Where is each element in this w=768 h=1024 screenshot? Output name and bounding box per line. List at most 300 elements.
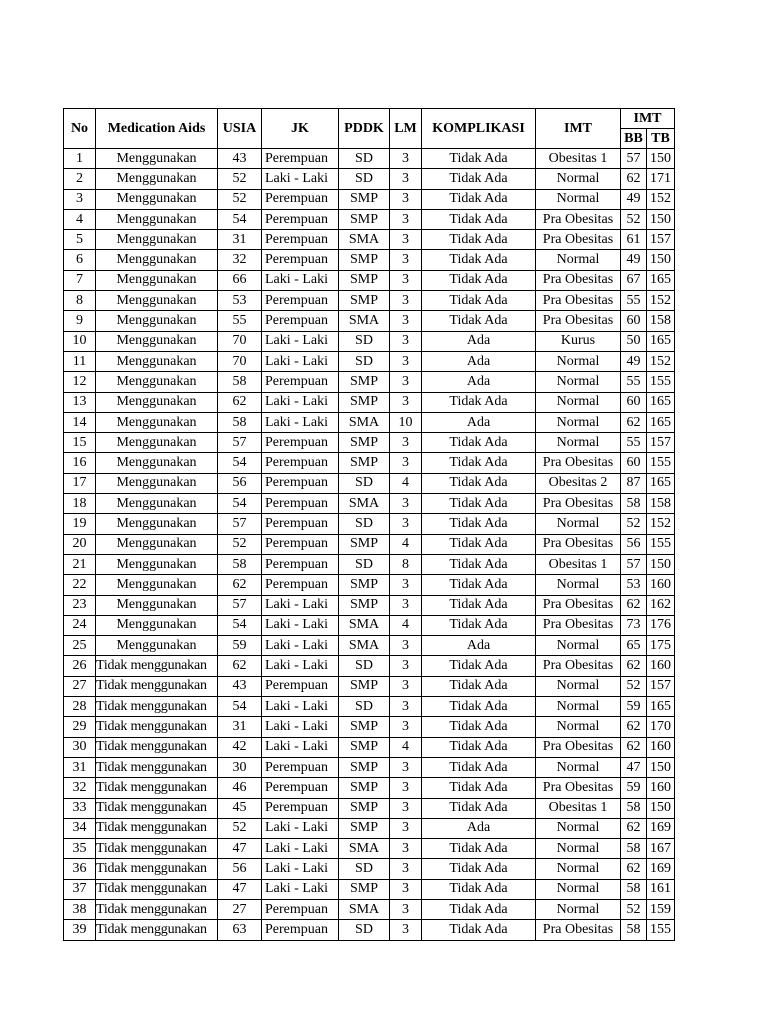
cell-pddk: SMA (339, 839, 390, 859)
table-row (64, 149, 675, 169)
table-row (64, 717, 675, 737)
table-row (64, 230, 675, 250)
cell-usia: 57 (218, 433, 262, 453)
cell-imt: Normal (536, 433, 621, 453)
cell-no: 17 (64, 473, 96, 493)
cell-komplikasi: Tidak Ada (422, 169, 536, 189)
cell-jk: Laki - Laki (262, 169, 339, 189)
cell-komplikasi: Tidak Ada (422, 392, 536, 412)
cell-no: 2 (64, 169, 96, 189)
cell-no: 18 (64, 494, 96, 514)
cell-imt: Normal (536, 697, 621, 717)
cell-pddk: SMP (339, 534, 390, 554)
cell-lm: 3 (390, 514, 422, 534)
cell-bb: 59 (621, 697, 647, 717)
cell-jk: Laki - Laki (262, 412, 339, 432)
cell-jk: Laki - Laki (262, 839, 339, 859)
cell-tb: 160 (647, 737, 675, 757)
cell-lm: 3 (390, 595, 422, 615)
cell-komplikasi: Tidak Ada (422, 757, 536, 777)
cell-usia: 63 (218, 920, 262, 940)
table-row (64, 859, 675, 879)
cell-bb: 55 (621, 433, 647, 453)
cell-usia: 54 (218, 453, 262, 473)
cell-medication-aids: Tidak menggunakan (96, 899, 218, 919)
cell-imt: Normal (536, 189, 621, 209)
cell-medication-aids: Tidak menggunakan (96, 818, 218, 838)
cell-imt: Pra Obesitas (536, 615, 621, 635)
cell-bb: 62 (621, 859, 647, 879)
table-row (64, 737, 675, 757)
cell-komplikasi: Tidak Ada (422, 189, 536, 209)
cell-no: 30 (64, 737, 96, 757)
cell-usia: 62 (218, 656, 262, 676)
cell-usia: 62 (218, 575, 262, 595)
cell-lm: 3 (390, 331, 422, 351)
cell-komplikasi: Tidak Ada (422, 920, 536, 940)
cell-medication-aids: Tidak menggunakan (96, 737, 218, 757)
cell-medication-aids: Tidak menggunakan (96, 656, 218, 676)
cell-jk: Perempuan (262, 230, 339, 250)
cell-tb: 150 (647, 250, 675, 270)
cell-medication-aids: Menggunakan (96, 575, 218, 595)
cell-usia: 30 (218, 757, 262, 777)
cell-bb: 47 (621, 757, 647, 777)
cell-komplikasi: Tidak Ada (422, 453, 536, 473)
cell-lm: 3 (390, 169, 422, 189)
cell-komplikasi: Tidak Ada (422, 839, 536, 859)
cell-no: 20 (64, 534, 96, 554)
cell-bb: 58 (621, 920, 647, 940)
cell-lm: 4 (390, 473, 422, 493)
cell-pddk: SD (339, 514, 390, 534)
cell-imt: Pra Obesitas (536, 453, 621, 473)
cell-tb: 157 (647, 230, 675, 250)
table-row (64, 899, 675, 919)
cell-usia: 53 (218, 291, 262, 311)
cell-pddk: SMP (339, 189, 390, 209)
cell-medication-aids: Tidak menggunakan (96, 920, 218, 940)
cell-jk: Laki - Laki (262, 717, 339, 737)
cell-medication-aids: Menggunakan (96, 392, 218, 412)
cell-bb: 65 (621, 636, 647, 656)
cell-bb: 62 (621, 169, 647, 189)
cell-tb: 167 (647, 839, 675, 859)
cell-no: 24 (64, 615, 96, 635)
cell-pddk: SD (339, 473, 390, 493)
cell-imt: Pra Obesitas (536, 494, 621, 514)
cell-medication-aids: Menggunakan (96, 514, 218, 534)
cell-usia: 52 (218, 169, 262, 189)
cell-jk: Perempuan (262, 534, 339, 554)
cell-medication-aids: Tidak menggunakan (96, 676, 218, 696)
cell-usia: 31 (218, 717, 262, 737)
cell-jk: Perempuan (262, 209, 339, 229)
cell-tb: 165 (647, 331, 675, 351)
cell-usia: 27 (218, 899, 262, 919)
cell-bb: 62 (621, 818, 647, 838)
cell-no: 5 (64, 230, 96, 250)
header-no: No (64, 109, 96, 149)
cell-bb: 52 (621, 676, 647, 696)
cell-medication-aids: Tidak menggunakan (96, 697, 218, 717)
cell-tb: 152 (647, 351, 675, 371)
cell-no: 16 (64, 453, 96, 473)
cell-bb: 60 (621, 392, 647, 412)
cell-imt: Obesitas 1 (536, 149, 621, 169)
cell-no: 3 (64, 189, 96, 209)
cell-tb: 152 (647, 291, 675, 311)
cell-bb: 50 (621, 331, 647, 351)
header-pddk: PDDK (339, 109, 390, 149)
patient-data-table (63, 108, 675, 941)
cell-imt: Normal (536, 514, 621, 534)
header-imt-group: IMT (621, 109, 675, 129)
cell-no: 22 (64, 575, 96, 595)
cell-medication-aids: Menggunakan (96, 189, 218, 209)
cell-bb: 60 (621, 453, 647, 473)
cell-medication-aids: Menggunakan (96, 209, 218, 229)
cell-tb: 169 (647, 859, 675, 879)
cell-medication-aids: Tidak menggunakan (96, 879, 218, 899)
table-row (64, 656, 675, 676)
cell-bb: 62 (621, 412, 647, 432)
cell-komplikasi: Tidak Ada (422, 270, 536, 290)
cell-jk: Perempuan (262, 311, 339, 331)
table-row (64, 595, 675, 615)
cell-imt: Normal (536, 717, 621, 737)
cell-tb: 160 (647, 656, 675, 676)
cell-pddk: SMA (339, 636, 390, 656)
table-row (64, 169, 675, 189)
cell-lm: 4 (390, 615, 422, 635)
cell-tb: 150 (647, 149, 675, 169)
cell-lm: 3 (390, 636, 422, 656)
table-row (64, 433, 675, 453)
cell-lm: 3 (390, 270, 422, 290)
cell-lm: 3 (390, 230, 422, 250)
cell-medication-aids: Menggunakan (96, 554, 218, 574)
cell-lm: 3 (390, 717, 422, 737)
table-row (64, 473, 675, 493)
cell-tb: 160 (647, 778, 675, 798)
cell-jk: Perempuan (262, 899, 339, 919)
cell-lm: 3 (390, 839, 422, 859)
cell-jk: Perempuan (262, 189, 339, 209)
cell-no: 31 (64, 757, 96, 777)
cell-pddk: SMA (339, 899, 390, 919)
cell-medication-aids: Menggunakan (96, 494, 218, 514)
header-row (64, 109, 675, 129)
cell-jk: Laki - Laki (262, 656, 339, 676)
cell-tb: 155 (647, 372, 675, 392)
cell-pddk: SMP (339, 798, 390, 818)
cell-bb: 55 (621, 291, 647, 311)
header-imt: IMT (536, 109, 621, 149)
cell-imt: Pra Obesitas (536, 209, 621, 229)
table-row (64, 676, 675, 696)
cell-jk: Laki - Laki (262, 331, 339, 351)
cell-bb: 87 (621, 473, 647, 493)
cell-jk: Perempuan (262, 778, 339, 798)
cell-jk: Perempuan (262, 920, 339, 940)
cell-imt: Pra Obesitas (536, 737, 621, 757)
cell-imt: Pra Obesitas (536, 778, 621, 798)
cell-no: 19 (64, 514, 96, 534)
table-row (64, 331, 675, 351)
cell-imt: Pra Obesitas (536, 311, 621, 331)
cell-no: 32 (64, 778, 96, 798)
cell-imt: Pra Obesitas (536, 595, 621, 615)
cell-lm: 3 (390, 149, 422, 169)
cell-bb: 49 (621, 351, 647, 371)
cell-jk: Perempuan (262, 757, 339, 777)
cell-no: 8 (64, 291, 96, 311)
cell-jk: Perempuan (262, 433, 339, 453)
cell-bb: 57 (621, 149, 647, 169)
cell-bb: 73 (621, 615, 647, 635)
cell-medication-aids: Tidak menggunakan (96, 839, 218, 859)
table-row (64, 798, 675, 818)
table-row (64, 839, 675, 859)
table-row (64, 615, 675, 635)
cell-medication-aids: Menggunakan (96, 270, 218, 290)
table-row (64, 879, 675, 899)
cell-pddk: SD (339, 169, 390, 189)
cell-pddk: SD (339, 920, 390, 940)
cell-pddk: SMP (339, 270, 390, 290)
cell-komplikasi: Tidak Ada (422, 697, 536, 717)
cell-jk: Perempuan (262, 250, 339, 270)
cell-medication-aids: Menggunakan (96, 473, 218, 493)
cell-no: 36 (64, 859, 96, 879)
cell-tb: 162 (647, 595, 675, 615)
cell-medication-aids: Menggunakan (96, 534, 218, 554)
cell-no: 33 (64, 798, 96, 818)
cell-tb: 150 (647, 798, 675, 818)
cell-tb: 170 (647, 717, 675, 737)
cell-tb: 152 (647, 514, 675, 534)
cell-jk: Perempuan (262, 514, 339, 534)
cell-imt: Pra Obesitas (536, 270, 621, 290)
cell-tb: 158 (647, 494, 675, 514)
table-row (64, 392, 675, 412)
table-row (64, 575, 675, 595)
cell-pddk: SMP (339, 818, 390, 838)
cell-imt: Normal (536, 879, 621, 899)
cell-medication-aids: Menggunakan (96, 250, 218, 270)
cell-komplikasi: Tidak Ada (422, 494, 536, 514)
cell-medication-aids: Tidak menggunakan (96, 778, 218, 798)
cell-komplikasi: Tidak Ada (422, 595, 536, 615)
cell-komplikasi: Ada (422, 818, 536, 838)
cell-jk: Laki - Laki (262, 737, 339, 757)
table-row (64, 636, 675, 656)
cell-no: 25 (64, 636, 96, 656)
table-row (64, 372, 675, 392)
cell-usia: 31 (218, 230, 262, 250)
cell-usia: 54 (218, 697, 262, 717)
cell-medication-aids: Menggunakan (96, 291, 218, 311)
cell-usia: 56 (218, 473, 262, 493)
cell-imt: Normal (536, 575, 621, 595)
cell-komplikasi: Tidak Ada (422, 859, 536, 879)
cell-komplikasi: Tidak Ada (422, 717, 536, 737)
cell-jk: Perempuan (262, 575, 339, 595)
cell-pddk: SMA (339, 230, 390, 250)
cell-medication-aids: Menggunakan (96, 149, 218, 169)
cell-pddk: SMA (339, 494, 390, 514)
cell-pddk: SMP (339, 676, 390, 696)
cell-pddk: SMP (339, 778, 390, 798)
cell-bb: 61 (621, 230, 647, 250)
cell-jk: Laki - Laki (262, 818, 339, 838)
table-row (64, 209, 675, 229)
cell-lm: 3 (390, 798, 422, 818)
cell-bb: 49 (621, 250, 647, 270)
cell-bb: 57 (621, 554, 647, 574)
cell-bb: 62 (621, 595, 647, 615)
cell-medication-aids: Tidak menggunakan (96, 757, 218, 777)
cell-lm: 3 (390, 920, 422, 940)
table-row (64, 270, 675, 290)
cell-lm: 3 (390, 859, 422, 879)
cell-pddk: SD (339, 656, 390, 676)
cell-no: 4 (64, 209, 96, 229)
cell-komplikasi: Tidak Ada (422, 433, 536, 453)
cell-komplikasi: Tidak Ada (422, 291, 536, 311)
cell-jk: Perempuan (262, 149, 339, 169)
cell-tb: 155 (647, 920, 675, 940)
cell-tb: 160 (647, 575, 675, 595)
cell-bb: 52 (621, 514, 647, 534)
cell-imt: Normal (536, 351, 621, 371)
cell-usia: 47 (218, 879, 262, 899)
cell-lm: 3 (390, 291, 422, 311)
cell-imt: Normal (536, 372, 621, 392)
cell-jk: Perempuan (262, 473, 339, 493)
cell-lm: 3 (390, 250, 422, 270)
cell-jk: Laki - Laki (262, 615, 339, 635)
cell-usia: 57 (218, 595, 262, 615)
cell-tb: 152 (647, 189, 675, 209)
cell-tb: 171 (647, 169, 675, 189)
cell-komplikasi: Tidak Ada (422, 311, 536, 331)
cell-pddk: SD (339, 331, 390, 351)
cell-tb: 165 (647, 697, 675, 717)
cell-pddk: SD (339, 859, 390, 879)
cell-imt: Normal (536, 839, 621, 859)
cell-no: 13 (64, 392, 96, 412)
table-row (64, 697, 675, 717)
cell-no: 35 (64, 839, 96, 859)
cell-usia: 59 (218, 636, 262, 656)
cell-lm: 3 (390, 676, 422, 696)
cell-pddk: SMP (339, 717, 390, 737)
cell-komplikasi: Tidak Ada (422, 615, 536, 635)
cell-jk: Laki - Laki (262, 351, 339, 371)
cell-bb: 58 (621, 879, 647, 899)
cell-no: 28 (64, 697, 96, 717)
cell-bb: 58 (621, 839, 647, 859)
cell-no: 23 (64, 595, 96, 615)
table-row (64, 554, 675, 574)
cell-usia: 52 (218, 189, 262, 209)
cell-usia: 58 (218, 372, 262, 392)
cell-bb: 52 (621, 899, 647, 919)
cell-bb: 62 (621, 717, 647, 737)
cell-komplikasi: Tidak Ada (422, 879, 536, 899)
cell-no: 27 (64, 676, 96, 696)
cell-lm: 3 (390, 656, 422, 676)
cell-no: 26 (64, 656, 96, 676)
cell-no: 7 (64, 270, 96, 290)
cell-bb: 52 (621, 209, 647, 229)
cell-usia: 54 (218, 615, 262, 635)
cell-lm: 8 (390, 554, 422, 574)
table-row (64, 818, 675, 838)
cell-bb: 53 (621, 575, 647, 595)
cell-imt: Normal (536, 859, 621, 879)
cell-tb: 157 (647, 433, 675, 453)
cell-imt: Pra Obesitas (536, 656, 621, 676)
cell-no: 39 (64, 920, 96, 940)
cell-medication-aids: Menggunakan (96, 636, 218, 656)
cell-no: 37 (64, 879, 96, 899)
cell-komplikasi: Ada (422, 412, 536, 432)
cell-medication-aids: Menggunakan (96, 453, 218, 473)
cell-jk: Perempuan (262, 291, 339, 311)
cell-jk: Laki - Laki (262, 697, 339, 717)
cell-medication-aids: Menggunakan (96, 351, 218, 371)
table-row (64, 453, 675, 473)
cell-medication-aids: Menggunakan (96, 433, 218, 453)
cell-komplikasi: Tidak Ada (422, 899, 536, 919)
cell-komplikasi: Tidak Ada (422, 575, 536, 595)
header-tb: TB (647, 129, 675, 149)
cell-medication-aids: Menggunakan (96, 331, 218, 351)
cell-pddk: SMP (339, 453, 390, 473)
cell-komplikasi: Tidak Ada (422, 656, 536, 676)
cell-jk: Perempuan (262, 676, 339, 696)
cell-komplikasi: Tidak Ada (422, 737, 536, 757)
cell-tb: 155 (647, 453, 675, 473)
cell-komplikasi: Ada (422, 636, 536, 656)
cell-jk: Laki - Laki (262, 270, 339, 290)
cell-usia: 58 (218, 554, 262, 574)
cell-medication-aids: Menggunakan (96, 595, 218, 615)
cell-pddk: SMP (339, 879, 390, 899)
cell-imt: Normal (536, 818, 621, 838)
cell-lm: 3 (390, 392, 422, 412)
cell-pddk: SMP (339, 737, 390, 757)
cell-tb: 157 (647, 676, 675, 696)
cell-pddk: SD (339, 149, 390, 169)
table-row (64, 778, 675, 798)
cell-imt: Kurus (536, 331, 621, 351)
header-jk: JK (262, 109, 339, 149)
cell-usia: 62 (218, 392, 262, 412)
cell-komplikasi: Tidak Ada (422, 676, 536, 696)
cell-pddk: SD (339, 351, 390, 371)
cell-jk: Perempuan (262, 554, 339, 574)
cell-no: 15 (64, 433, 96, 453)
header-bb: BB (621, 129, 647, 149)
cell-tb: 161 (647, 879, 675, 899)
cell-usia: 58 (218, 412, 262, 432)
cell-no: 34 (64, 818, 96, 838)
cell-pddk: SMA (339, 311, 390, 331)
